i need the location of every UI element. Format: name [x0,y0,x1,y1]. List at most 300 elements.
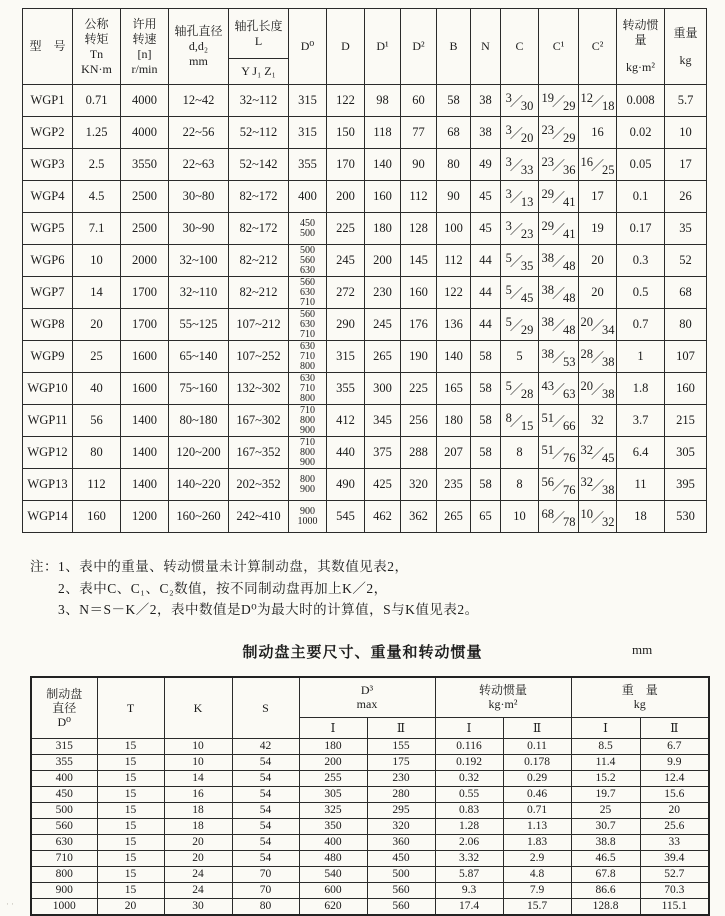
cell-weight: 395 [665,469,707,501]
disc-cell-2: 18 [164,818,232,834]
cell-speed: 4000 [121,85,169,117]
cell-tn: 4.5 [73,181,121,213]
cell-n: 44 [471,245,501,277]
col-sub-I: Ⅰ [571,717,640,738]
disc-cell-7: 0.11 [503,738,571,754]
cell-c: 8 [501,437,539,469]
cell-c: 5／35 [501,245,539,277]
cell-c1: 19／29 [539,85,579,117]
cell-d1: 245 [365,309,401,341]
disc-cell-8: 19.7 [571,786,640,802]
cell-c: 3／23 [501,213,539,245]
cell-c2: 28／38 [579,341,617,373]
cell-bore_d: 55~125 [169,309,229,341]
disc-cell-1: 15 [97,802,164,818]
row-WGP13 [23,469,707,501]
cell-c1: 23／29 [539,117,579,149]
cell-inertia: 3.7 [617,405,665,437]
cell-d: 272 [327,277,365,309]
cell-bore_l: 82~212 [229,277,289,309]
disc-cell-3: 42 [232,738,299,754]
cell-d: 225 [327,213,365,245]
cell-d: 315 [327,341,365,373]
disc-cell-2: 10 [164,738,232,754]
cell-c2: 32 [579,405,617,437]
cell-d1: 230 [365,277,401,309]
cell-d0: 710 800 900 [289,405,327,437]
cell-n: 58 [471,373,501,405]
disc-row-315 [31,738,709,754]
cell-bore_l: 82~212 [229,245,289,277]
col-c1: C¹ [539,9,579,85]
cell-inertia: 1.8 [617,373,665,405]
cell-speed: 1700 [121,309,169,341]
cell-n: 45 [471,213,501,245]
disc-cell-0: 800 [31,866,97,882]
disc-row-1000 [31,898,709,915]
disc-cell-2: 18 [164,802,232,818]
cell-b: 90 [437,181,471,213]
disc-cell-7: 1.13 [503,818,571,834]
cell-inertia: 0.17 [617,213,665,245]
disc-cell-2: 16 [164,786,232,802]
cell-n: 58 [471,437,501,469]
cell-c1: 38／48 [539,309,579,341]
disc-cell-5: 450 [367,850,435,866]
col-d: D [327,9,365,85]
cell-c2: 19 [579,213,617,245]
cell-c2: 20 [579,277,617,309]
col-d1: D¹ [365,9,401,85]
cell-tn: 80 [73,437,121,469]
disc-cell-7: 0.71 [503,802,571,818]
disc-cell-6: 2.06 [435,834,503,850]
disc-cell-3: 54 [232,770,299,786]
col-s: S [232,677,299,738]
cell-model: WGP6 [23,245,73,277]
disc-cell-0: 560 [31,818,97,834]
table2-unit-label: mm [632,642,653,657]
disc-cell-8: 86.6 [571,882,640,898]
col-b: B [437,9,471,85]
disc-cell-6: 9.3 [435,882,503,898]
cell-bore_d: 120~200 [169,437,229,469]
disc-cell-8: 30.7 [571,818,640,834]
disc-cell-0: 500 [31,802,97,818]
disc-cell-9: 70.3 [640,882,709,898]
cell-c1: 51／76 [539,437,579,469]
disc-cell-4: 200 [299,754,367,770]
disc-cell-7: 15.7 [503,898,571,915]
cell-weight: 5.7 [665,85,707,117]
cell-d0: 400 [289,181,327,213]
cell-c2: 20／38 [579,373,617,405]
cell-weight: 80 [665,309,707,341]
cell-bore_l: 202~352 [229,469,289,501]
col-speed: 许用 转速 [n] r/min [121,9,169,85]
disc-cell-9: 52.7 [640,866,709,882]
disc-cell-1: 15 [97,770,164,786]
cell-c: 3／20 [501,117,539,149]
cell-n: 44 [471,309,501,341]
disc-cell-3: 54 [232,786,299,802]
disc-cell-2: 24 [164,866,232,882]
cell-weight: 530 [665,501,707,533]
cell-c2: 16 [579,117,617,149]
cell-bore_l: 167~352 [229,437,289,469]
cell-speed: 1400 [121,437,169,469]
cell-weight: 35 [665,213,707,245]
disc-cell-6: 0.55 [435,786,503,802]
cell-bore_d: 30~80 [169,181,229,213]
disc-row-560 [31,818,709,834]
cell-d: 122 [327,85,365,117]
row-WGP10 [23,373,707,405]
disc-cell-6: 0.116 [435,738,503,754]
disc-cell-5: 360 [367,834,435,850]
disc-cell-4: 255 [299,770,367,786]
cell-c1: 38／48 [539,245,579,277]
cell-d0: 710 800 900 [289,437,327,469]
disc-cell-2: 30 [164,898,232,915]
row-WGP1 [23,85,707,117]
disc-cell-5: 560 [367,882,435,898]
cell-inertia: 0.5 [617,277,665,309]
cell-d: 545 [327,501,365,533]
cell-bore_l: 82~172 [229,181,289,213]
cell-tn: 1.25 [73,117,121,149]
disc-cell-7: 2.9 [503,850,571,866]
cell-c: 3／33 [501,149,539,181]
cell-speed: 1600 [121,373,169,405]
cell-d2: 190 [401,341,437,373]
disc-cell-5: 280 [367,786,435,802]
disc-cell-3: 54 [232,802,299,818]
disc-cell-8: 38.8 [571,834,640,850]
cell-d2: 176 [401,309,437,341]
cell-bore_d: 22~63 [169,149,229,181]
disc-row-630 [31,834,709,850]
cell-d: 355 [327,373,365,405]
cell-c2: 32／38 [579,469,617,501]
disc-cell-4: 305 [299,786,367,802]
disc-cell-9: 33 [640,834,709,850]
disc-cell-1: 20 [97,898,164,915]
cell-model: WGP9 [23,341,73,373]
cell-bore_l: 132~302 [229,373,289,405]
disc-cell-8: 11.4 [571,754,640,770]
cell-tn: 10 [73,245,121,277]
disc-cell-3: 80 [232,898,299,915]
disc-cell-1: 15 [97,754,164,770]
disc-cell-4: 350 [299,818,367,834]
disc-cell-9: 39.4 [640,850,709,866]
col-d2: D² [401,9,437,85]
row-WGP5 [23,213,707,245]
table1-body [23,85,707,533]
cell-bore_d: 32~100 [169,245,229,277]
cell-c1: 29／41 [539,213,579,245]
row-WGP2 [23,117,707,149]
disc-cell-8: 15.2 [571,770,640,786]
cell-c2: 20／34 [579,309,617,341]
disc-cell-5: 230 [367,770,435,786]
col-sub-II: Ⅱ [503,717,571,738]
col-inertia: 转动惯量 kg·m² [617,9,665,85]
cell-tn: 160 [73,501,121,533]
cell-b: 207 [437,437,471,469]
disc-cell-8: 67.8 [571,866,640,882]
col-bore-length: 轴孔长度 L [229,9,289,59]
note-line-2: 2、表中C、C₁、C₂数值，按不同制动盘再加上K／2， [58,580,388,596]
cell-bore_l: 82~172 [229,213,289,245]
cell-b: 265 [437,501,471,533]
cell-tn: 20 [73,309,121,341]
disc-cell-6: 1.28 [435,818,503,834]
cell-d2: 160 [401,277,437,309]
disc-cell-7: 1.83 [503,834,571,850]
notes-block [30,556,479,621]
cell-b: 122 [437,277,471,309]
cell-weight: 215 [665,405,707,437]
disc-cell-5: 295 [367,802,435,818]
cell-model: WGP10 [23,373,73,405]
cell-inertia: 0.7 [617,309,665,341]
cell-d0: 315 [289,85,327,117]
cell-speed: 2500 [121,181,169,213]
cell-weight: 17 [665,149,707,181]
disc-cell-6: 0.192 [435,754,503,770]
disc-cell-1: 15 [97,850,164,866]
cell-bore_d: 12~42 [169,85,229,117]
cell-d: 490 [327,469,365,501]
cell-d: 170 [327,149,365,181]
cell-d2: 145 [401,245,437,277]
cell-d: 245 [327,245,365,277]
cell-speed: 1400 [121,469,169,501]
disc-cell-5: 155 [367,738,435,754]
row-WGP12 [23,437,707,469]
cell-d0: 630 710 800 [289,373,327,405]
cell-c2: 20 [579,245,617,277]
cell-b: 68 [437,117,471,149]
disc-row-800 [31,866,709,882]
col-weight: 重量 kg [665,9,707,85]
cell-model: WGP1 [23,85,73,117]
cell-bore_l: 167~302 [229,405,289,437]
cell-d1: 118 [365,117,401,149]
disc-cell-0: 900 [31,882,97,898]
cell-n: 49 [471,149,501,181]
cell-b: 100 [437,213,471,245]
cell-c: 8 [501,469,539,501]
disc-row-500 [31,802,709,818]
cell-d: 150 [327,117,365,149]
cell-d1: 200 [365,245,401,277]
col-torque: 公称 转矩 Tn KN·m [73,9,121,85]
disc-cell-6: 5.87 [435,866,503,882]
cell-model: WGP11 [23,405,73,437]
cell-d1: 300 [365,373,401,405]
disc-cell-3: 54 [232,834,299,850]
row-WGP8 [23,309,707,341]
col-n: N [471,9,501,85]
cell-d0: 315 [289,117,327,149]
cell-tn: 56 [73,405,121,437]
brake-disc-table [30,676,710,916]
col-t: T [97,677,164,738]
cell-tn: 0.71 [73,85,121,117]
cell-d1: 160 [365,181,401,213]
cell-d2: 225 [401,373,437,405]
cell-c1: 38／53 [539,341,579,373]
disc-cell-0: 450 [31,786,97,802]
cell-d2: 77 [401,117,437,149]
cell-d1: 180 [365,213,401,245]
col-sub-II: Ⅱ [640,717,709,738]
disc-cell-7: 0.178 [503,754,571,770]
cell-d1: 98 [365,85,401,117]
row-WGP4 [23,181,707,213]
cell-speed: 3550 [121,149,169,181]
notes-list [58,556,479,621]
row-WGP3 [23,149,707,181]
cell-weight: 52 [665,245,707,277]
cell-inertia: 11 [617,469,665,501]
disc-cell-0: 710 [31,850,97,866]
cell-d2: 320 [401,469,437,501]
cell-bore_d: 32~110 [169,277,229,309]
cell-bore_l: 107~212 [229,309,289,341]
cell-c1: 51／66 [539,405,579,437]
cell-d2: 288 [401,437,437,469]
cell-weight: 68 [665,277,707,309]
cell-speed: 1600 [121,341,169,373]
disc-cell-4: 620 [299,898,367,915]
cell-tn: 2.5 [73,149,121,181]
cell-bore_d: 30~90 [169,213,229,245]
table2-body [31,738,709,915]
col-disc-diameter: 制动盘 直径 D⁰ [31,677,97,738]
disc-row-355 [31,754,709,770]
cell-model: WGP14 [23,501,73,533]
cell-tn: 40 [73,373,121,405]
disc-cell-4: 400 [299,834,367,850]
table2-titlebar [0,641,725,662]
cell-speed: 1200 [121,501,169,533]
cell-d2: 112 [401,181,437,213]
cell-speed: 1400 [121,405,169,437]
cell-n: 38 [471,117,501,149]
disc-cell-9: 20 [640,802,709,818]
cell-speed: 2500 [121,213,169,245]
cell-c: 5／28 [501,373,539,405]
table2-header-row-1 [31,677,709,717]
cell-weight: 305 [665,437,707,469]
cell-bore_l: 52~112 [229,117,289,149]
cell-c2: 16／25 [579,149,617,181]
col-c: C [501,9,539,85]
cell-b: 180 [437,405,471,437]
disc-cell-4: 180 [299,738,367,754]
cell-speed: 1700 [121,277,169,309]
cell-c1: 56／76 [539,469,579,501]
cell-d0: 900 1000 [289,501,327,533]
disc-cell-1: 15 [97,866,164,882]
col-weight: 重 量 kg [571,677,709,717]
cell-d0: 800 900 [289,469,327,501]
disc-cell-9: 6.7 [640,738,709,754]
disc-cell-2: 24 [164,882,232,898]
table2-head [31,677,709,738]
disc-cell-5: 175 [367,754,435,770]
cell-bore_d: 160~260 [169,501,229,533]
cell-d0: 450 500 [289,213,327,245]
page-artifact: ·· [6,899,16,909]
col-c2: C² [579,9,617,85]
cell-c: 5 [501,341,539,373]
disc-cell-1: 15 [97,818,164,834]
cell-model: WGP3 [23,149,73,181]
cell-tn: 112 [73,469,121,501]
cell-c: 5／45 [501,277,539,309]
disc-cell-4: 325 [299,802,367,818]
cell-c: 3／13 [501,181,539,213]
disc-cell-1: 15 [97,738,164,754]
notes-label: 注： [30,559,58,574]
disc-row-710 [31,850,709,866]
cell-tn: 14 [73,277,121,309]
disc-cell-3: 70 [232,882,299,898]
disc-cell-8: 128.8 [571,898,640,915]
table1-head [23,9,707,85]
disc-cell-6: 17.4 [435,898,503,915]
disc-cell-4: 540 [299,866,367,882]
cell-bore_d: 80~180 [169,405,229,437]
cell-c1: 23／36 [539,149,579,181]
col-k: K [164,677,232,738]
row-WGP11 [23,405,707,437]
cell-d0: 560 630 710 [289,277,327,309]
cell-bore_d: 75~160 [169,373,229,405]
disc-cell-5: 500 [367,866,435,882]
disc-cell-2: 20 [164,850,232,866]
cell-inertia: 6.4 [617,437,665,469]
cell-d0: 560 630 710 [289,309,327,341]
cell-b: 58 [437,85,471,117]
cell-b: 140 [437,341,471,373]
cell-d0: 500 560 630 [289,245,327,277]
cell-c2: 32／45 [579,437,617,469]
row-WGP6 [23,245,707,277]
cell-d: 200 [327,181,365,213]
col-bore-diameter: 轴孔直径 d,d₂ mm [169,9,229,85]
cell-weight: 26 [665,181,707,213]
disc-row-900 [31,882,709,898]
disc-cell-5: 560 [367,898,435,915]
cell-n: 58 [471,405,501,437]
cell-d1: 425 [365,469,401,501]
cell-weight: 10 [665,117,707,149]
disc-cell-0: 630 [31,834,97,850]
disc-row-450 [31,786,709,802]
disc-cell-7: 7.9 [503,882,571,898]
disc-cell-1: 15 [97,834,164,850]
cell-b: 136 [437,309,471,341]
disc-cell-9: 12.4 [640,770,709,786]
disc-cell-7: 4.8 [503,866,571,882]
cell-speed: 2000 [121,245,169,277]
